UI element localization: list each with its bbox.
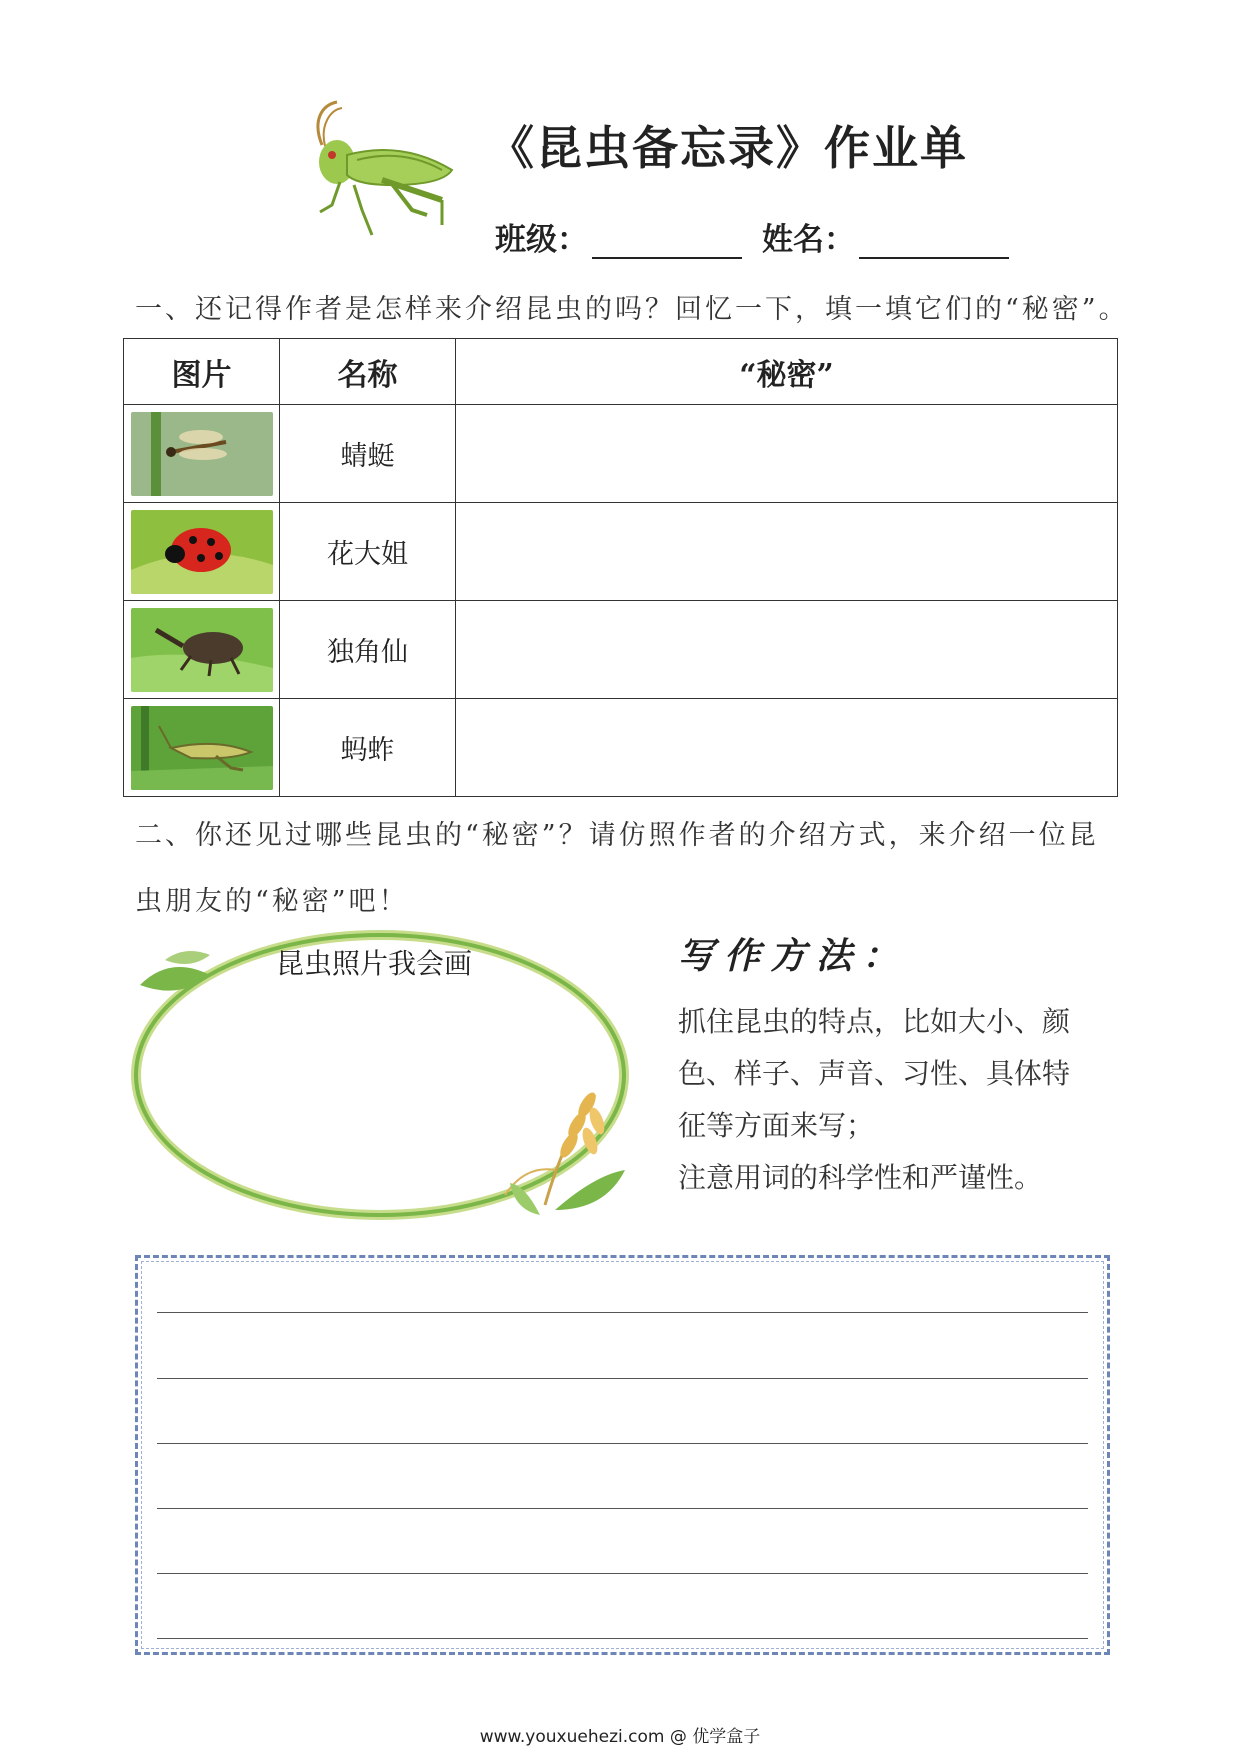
table-row	[124, 405, 1118, 503]
writing-method-body	[678, 996, 1118, 1204]
table-row	[124, 503, 1118, 601]
table-row	[124, 601, 1118, 699]
dragonfly-photo	[131, 412, 273, 496]
worksheet-title: 《昆虫备忘录》作业单	[488, 121, 968, 175]
secret-answer-cell[interactable]	[456, 699, 1118, 797]
name-label: 姓名：	[762, 222, 855, 258]
writing-line[interactable]	[157, 1378, 1088, 1379]
name-field[interactable]	[762, 214, 1009, 259]
class-field[interactable]	[495, 214, 742, 259]
grasshopper-illustration	[292, 100, 462, 245]
table-row	[124, 699, 1118, 797]
header-name: 名称	[280, 339, 456, 405]
name-cell: 蚂蚱	[280, 699, 456, 797]
section2-question-line1: 二、你还见过哪些昆虫的“秘密”？请仿照作者的介绍方式，来介绍一位昆	[135, 820, 1099, 851]
writing-line[interactable]	[157, 1312, 1088, 1313]
writing-line[interactable]	[157, 1443, 1088, 1444]
writing-area[interactable]	[135, 1255, 1110, 1655]
name-blank[interactable]	[859, 227, 1009, 259]
name-cell: 花大姐	[280, 503, 456, 601]
secret-answer-cell[interactable]	[456, 601, 1118, 699]
picture-cell	[124, 699, 280, 797]
writing-line[interactable]	[157, 1573, 1088, 1574]
method-line: 征等方面来写；	[678, 1109, 875, 1142]
secret-answer-cell[interactable]	[456, 503, 1118, 601]
name-cell: 蜻蜓	[280, 405, 456, 503]
writing-line[interactable]	[157, 1638, 1088, 1639]
wheat-icon	[505, 1090, 625, 1215]
method-line: 色、样子、声音、习性、具体特	[678, 1057, 1071, 1090]
secret-answer-cell[interactable]	[456, 405, 1118, 503]
leaf-icon	[140, 967, 210, 991]
rhinoceros-beetle-photo	[131, 608, 273, 692]
header-secret: “秘密”	[456, 339, 1118, 405]
method-line: 抓住昆虫的特点，比如大小、颜	[678, 1005, 1071, 1038]
name-cell: 独角仙	[280, 601, 456, 699]
picture-cell	[124, 405, 280, 503]
writing-method-title: 写作方法：	[678, 935, 909, 977]
class-label: 班级：	[495, 222, 588, 258]
grasshopper-photo	[131, 706, 273, 790]
footer-watermark: www.youxuehezi.com @ 优学盒子	[479, 1727, 761, 1747]
writing-line[interactable]	[157, 1508, 1088, 1509]
class-blank[interactable]	[592, 227, 742, 259]
drawing-label: 昆虫照片我会画	[276, 947, 473, 980]
table-header-row	[124, 339, 1118, 405]
header-picture: 图片	[124, 339, 280, 405]
section1-question: 一、还记得作者是怎样来介绍昆虫的吗？回忆一下，填一填它们的“秘密”。	[135, 294, 1129, 325]
picture-cell	[124, 503, 280, 601]
picture-cell	[124, 601, 280, 699]
insect-secrets-table	[123, 338, 1118, 797]
ladybug-photo	[131, 510, 273, 594]
method-line: 注意用词的科学性和严谨性。	[678, 1161, 1043, 1194]
section2-question-line2: 虫朋友的“秘密”吧！	[135, 886, 409, 917]
